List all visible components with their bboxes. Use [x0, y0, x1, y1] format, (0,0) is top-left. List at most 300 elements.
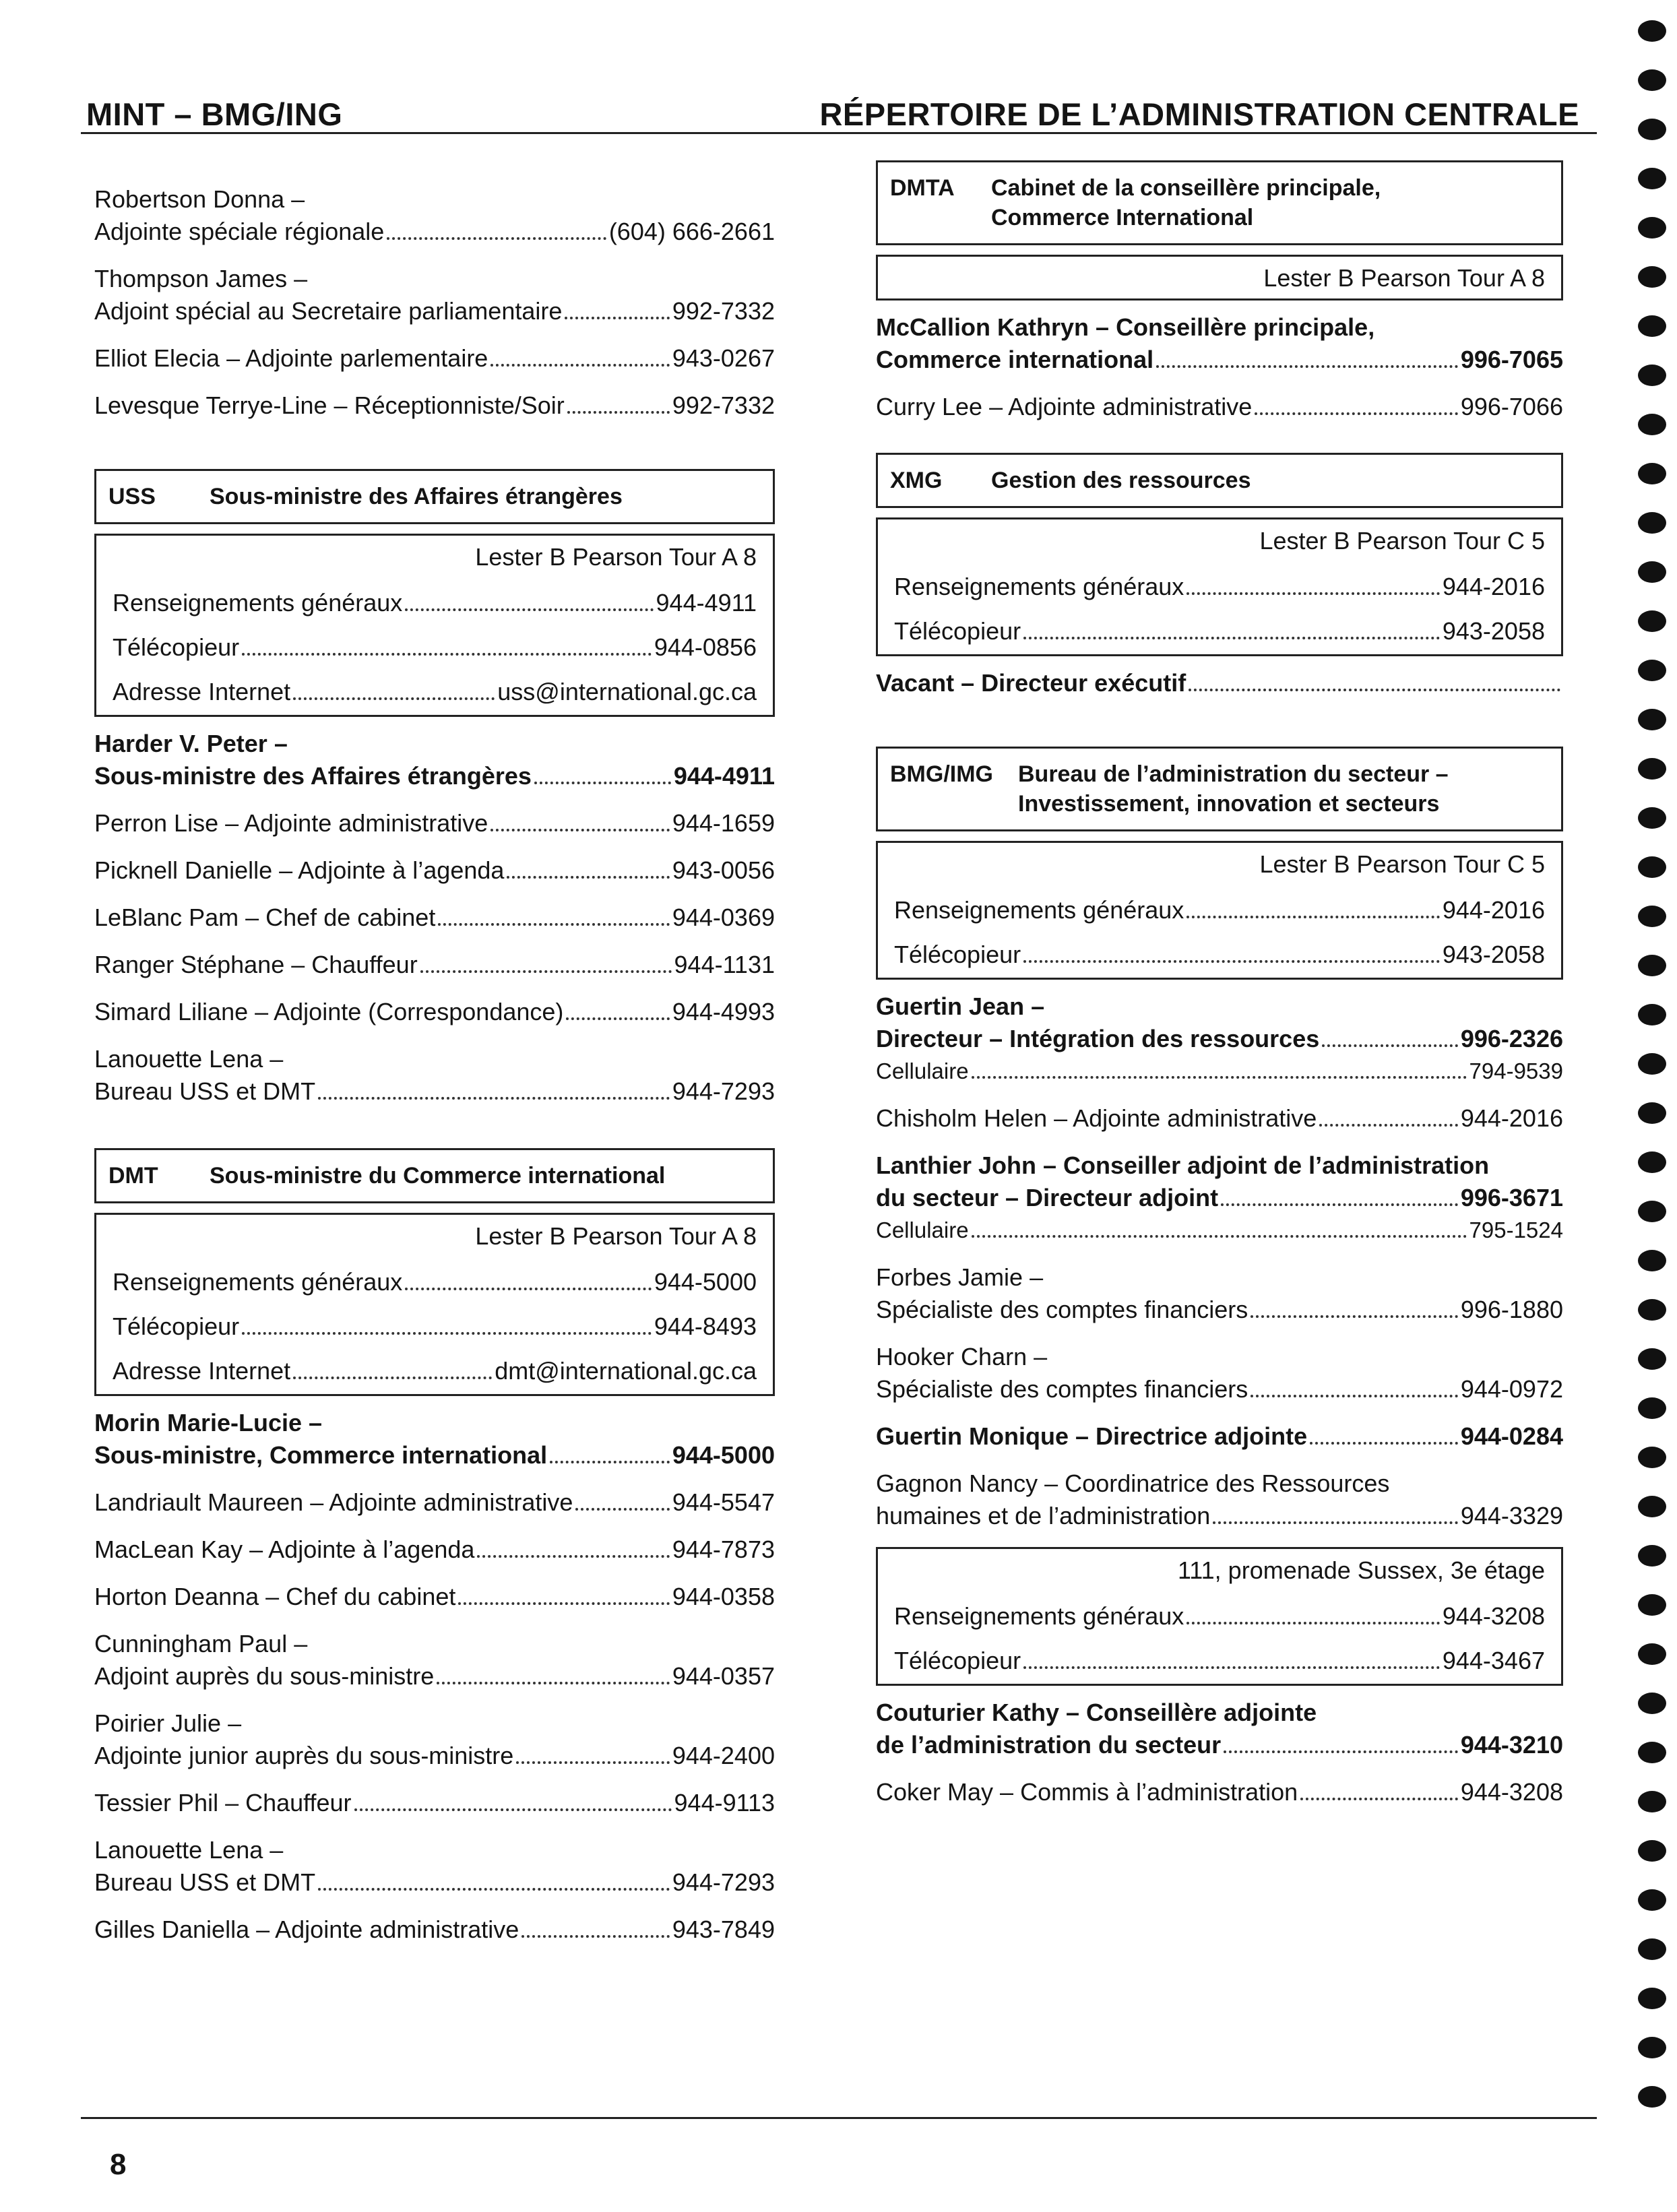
entry-phone[interactable]: 944-4911 — [673, 762, 775, 790]
binding-hole — [1638, 1102, 1666, 1124]
binding-hole — [1638, 266, 1666, 288]
entry-name: Perron Lise – Adjointe administrative — [94, 809, 488, 837]
binding-hole — [1638, 69, 1666, 91]
info-line — [894, 894, 1545, 926]
info-row — [894, 1600, 1545, 1633]
binding-hole — [1638, 463, 1666, 484]
binding-hole — [1638, 1938, 1666, 1960]
entry-phone[interactable]: 943-0056 — [672, 856, 775, 884]
cell-label: Cellulaire — [876, 1218, 969, 1242]
entry-name: Levesque Terrye-Line – Réceptionniste/Soir — [94, 391, 565, 419]
entry-line — [876, 344, 1563, 376]
entry-phone[interactable]: 944-7293 — [672, 1868, 775, 1896]
entry-name: Guertin Monique – Directrice adjointe — [876, 1422, 1308, 1450]
dot-leader — [1224, 1750, 1458, 1753]
info-line — [894, 939, 1545, 971]
info-label: Télécopieur — [894, 941, 1021, 968]
entry-name: Harder V. Peter – — [94, 730, 288, 757]
dot-leader — [1221, 1203, 1458, 1206]
entry-name: Forbes Jamie – — [876, 1263, 1044, 1291]
entry-name: Elliot Elecia – Adjointe parlementaire — [94, 344, 488, 372]
entry-name: Morin Marie-Lucie – — [94, 1409, 323, 1436]
entry-phone[interactable]: 944-2016 — [1460, 1104, 1563, 1132]
info-label: Renseignements généraux — [894, 573, 1184, 600]
entry-line — [876, 1102, 1563, 1135]
directory-entry — [94, 1534, 775, 1566]
binding-hole — [1638, 1791, 1666, 1812]
section-title-line: Bureau de l’administration du secteur – — [1018, 761, 1449, 787]
section-bmg-header — [876, 747, 1563, 831]
entry-line — [94, 902, 775, 934]
info-line — [113, 1355, 757, 1387]
directory-entry — [94, 1707, 775, 1772]
info-label: Renseignements généraux — [113, 1268, 403, 1296]
info-label: Renseignements généraux — [894, 1602, 1184, 1630]
location-line: Lester B Pearson Tour A 8 — [1263, 264, 1545, 292]
entry-line — [94, 1075, 775, 1108]
entry-phone[interactable]: 944-2400 — [672, 1742, 775, 1769]
binding-hole — [1638, 1988, 1666, 2009]
entry-line — [876, 1776, 1563, 1808]
entry-name: Robertson Donna – — [94, 185, 305, 213]
entry-name: Lanthier John – Conseiller adjoint de l’administration — [876, 1151, 1490, 1179]
dot-leader — [318, 1888, 670, 1891]
info-line — [894, 1645, 1545, 1677]
location-line: 111, promenade Sussex, 3e étage — [1177, 1556, 1545, 1584]
entry-phone[interactable]: 944-3329 — [1460, 1502, 1563, 1529]
entry-phone[interactable]: 992-7332 — [672, 391, 775, 419]
entry-title: Sous-ministre des Affaires étrangères — [94, 762, 532, 790]
binding-hole — [1638, 1447, 1666, 1468]
entry-line — [94, 342, 775, 375]
dot-leader — [242, 653, 652, 656]
directory-entry — [876, 1467, 1563, 1532]
directory-entry — [94, 342, 775, 375]
dot-leader — [458, 1602, 669, 1605]
directory-entry — [876, 1420, 1563, 1453]
header-right-title: RÉPERTOIRE DE L’ADMINISTRATION CENTRALE — [819, 96, 1579, 132]
entry-line — [876, 1261, 1563, 1294]
directory-entry — [876, 667, 1563, 699]
entry-name: Thompson James – — [94, 265, 308, 292]
entry-name: Gilles Daniella – Adjointe administrative — [94, 1916, 519, 1943]
info-value[interactable]: 943-2058 — [1442, 617, 1545, 645]
binding-hole — [1638, 1250, 1666, 1271]
info-label: Adresse Internet — [113, 678, 291, 705]
info-value[interactable]: uss@international.gc.ca — [497, 678, 757, 705]
directory-entry — [94, 263, 775, 327]
directory-entry — [94, 1787, 775, 1819]
header-left-title: MINT – BMG/ING — [86, 96, 343, 132]
dot-leader — [1186, 592, 1440, 595]
entry-line — [94, 996, 775, 1028]
entry-phone[interactable]: 944-3208 — [1460, 1778, 1563, 1806]
entry-name: Horton Deanna – Chef du cabinet — [94, 1583, 456, 1610]
binding-hole — [1638, 1594, 1666, 1616]
info-label: Télécopieur — [113, 1313, 240, 1340]
binding-hole — [1638, 1545, 1666, 1567]
entry-line — [94, 728, 775, 760]
binding-hole — [1638, 1004, 1666, 1025]
entry-phone[interactable]: 944-1659 — [672, 809, 775, 837]
entry-line — [94, 760, 775, 792]
cell-phone[interactable]: 795-1524 — [1469, 1218, 1563, 1242]
binding-hole — [1638, 119, 1666, 140]
section-title: Gestion des ressources — [991, 468, 1251, 493]
info-value[interactable]: 944-3208 — [1442, 1602, 1545, 1630]
binding-hole — [1638, 1053, 1666, 1075]
binding-hole — [1638, 365, 1666, 386]
section-title — [991, 173, 1549, 232]
section-code: DMTA — [890, 175, 955, 201]
info-value[interactable]: 944-8493 — [654, 1313, 757, 1340]
entry-line — [876, 1420, 1563, 1453]
entry-line — [876, 1500, 1563, 1532]
binding-hole — [1638, 2037, 1666, 2058]
binding-hole — [1638, 1643, 1666, 1665]
section-code: DMT — [108, 1163, 158, 1189]
binding-hole — [1638, 856, 1666, 878]
directory-entry — [94, 183, 775, 248]
info-value[interactable]: 944-0856 — [654, 633, 757, 661]
footer-rule — [81, 2117, 1597, 2119]
entry-phone[interactable]: 996-1880 — [1460, 1296, 1563, 1323]
dot-leader — [534, 782, 671, 784]
info-value[interactable]: 944-5000 — [654, 1268, 757, 1296]
section-title-line: Commerce International — [991, 205, 1254, 230]
directory-entry — [94, 1834, 775, 1899]
entry-phone[interactable]: 944-0357 — [672, 1662, 775, 1690]
directory-entry — [876, 1341, 1563, 1405]
binding-hole — [1638, 168, 1666, 189]
info-value[interactable]: dmt@international.gc.ca — [495, 1357, 757, 1385]
dot-leader — [1213, 1521, 1458, 1524]
dot-leader — [293, 1377, 492, 1379]
entry-phone[interactable]: 944-9113 — [674, 1789, 775, 1816]
directory-entry — [876, 311, 1563, 376]
info-row — [113, 587, 757, 619]
entry-line — [94, 949, 775, 981]
section-title: Sous-ministre des Affaires étrangères — [210, 484, 623, 509]
entry-phone[interactable]: 996-7065 — [1460, 346, 1563, 373]
entry-line — [876, 1182, 1563, 1214]
info-value[interactable]: 944-3467 — [1442, 1647, 1545, 1674]
dot-leader — [420, 970, 672, 973]
info-row — [894, 571, 1545, 603]
entry-line — [876, 1467, 1563, 1500]
dot-leader — [1186, 1622, 1440, 1624]
info-row — [113, 631, 757, 664]
entry-title: Adjoint auprès du sous-ministre — [94, 1662, 435, 1690]
entry-phone[interactable]: 944-5547 — [672, 1488, 775, 1516]
info-value[interactable]: 944-4911 — [656, 589, 757, 617]
binding-hole — [1638, 1151, 1666, 1173]
entry-line — [876, 1023, 1563, 1055]
dot-leader — [1023, 960, 1440, 963]
directory-entry — [94, 1043, 775, 1108]
entry-line — [94, 807, 775, 840]
entry-name: Couturier Kathy – Conseillère adjointe — [876, 1699, 1317, 1726]
page-number: 8 — [110, 2148, 127, 2181]
dot-leader — [575, 1508, 669, 1511]
directory-entry — [876, 1102, 1563, 1135]
entry-line — [94, 1914, 775, 1946]
entry-phone[interactable]: 944-7873 — [672, 1536, 775, 1563]
dot-leader — [565, 317, 669, 319]
entry-phone[interactable]: 944-1131 — [674, 951, 775, 978]
entry-line — [876, 1697, 1563, 1729]
entry-phone[interactable]: (604) 666-2661 — [608, 218, 775, 245]
entry-phone[interactable]: 996-3671 — [1460, 1184, 1563, 1211]
section-dmt-header — [94, 1148, 775, 1203]
cell-phone[interactable]: 794-9539 — [1469, 1058, 1563, 1083]
dot-leader — [491, 364, 670, 367]
entry-title: Sous-ministre, Commerce international — [94, 1441, 548, 1469]
entry-phone[interactable]: 996-7066 — [1460, 393, 1563, 420]
info-label: Télécopieur — [113, 633, 240, 661]
entry-title: Directeur – Intégration des ressources — [876, 1025, 1320, 1052]
entry-name: Gagnon Nancy – Coordinatrice des Ressources — [876, 1470, 1390, 1497]
dot-leader — [521, 1935, 670, 1938]
entry-line — [94, 1628, 775, 1660]
dot-leader — [293, 697, 495, 700]
info-label: Adresse Internet — [113, 1357, 291, 1385]
entry-line — [94, 1043, 775, 1075]
dot-leader — [354, 1808, 672, 1811]
info-value[interactable]: 944-2016 — [1442, 896, 1545, 924]
dot-leader — [1251, 1315, 1458, 1318]
dot-leader — [1300, 1798, 1458, 1800]
dot-leader — [318, 1097, 670, 1100]
entry-title: Bureau USS et DMT — [94, 1077, 316, 1105]
entry-phone[interactable]: 944-3210 — [1460, 1731, 1563, 1759]
dot-leader — [437, 1682, 670, 1684]
dot-leader — [1251, 1395, 1458, 1397]
binding-hole — [1638, 561, 1666, 583]
binding-hole — [1638, 709, 1666, 730]
entry-line — [94, 183, 775, 216]
sussex-info-box — [876, 1547, 1563, 1686]
info-row — [113, 1355, 757, 1387]
entry-line — [876, 1149, 1563, 1182]
entry-title: Bureau USS et DMT — [94, 1868, 316, 1896]
entry-title: Spécialiste des comptes financiers — [876, 1375, 1248, 1403]
entry-name: Tessier Phil – Chauffeur — [94, 1789, 352, 1816]
section-uss-header — [94, 469, 775, 524]
dot-leader — [1189, 689, 1560, 691]
entry-line — [94, 389, 775, 422]
cell-label: Cellulaire — [876, 1058, 969, 1083]
entry-line — [94, 1834, 775, 1866]
dot-leader — [1322, 1044, 1458, 1047]
directory-entry — [94, 807, 775, 840]
binding-hole — [1638, 1840, 1666, 1862]
entry-name: Landriault Maureen – Adjointe administrative — [94, 1488, 573, 1516]
binding-hole — [1638, 1693, 1666, 1714]
entry-name: Poirier Julie – — [94, 1709, 242, 1737]
info-row — [894, 615, 1545, 647]
entry-line — [94, 1407, 775, 1439]
entry-phone[interactable]: 944-4993 — [672, 998, 775, 1025]
section-dmta-header — [876, 160, 1563, 245]
dot-leader — [972, 1235, 1467, 1238]
info-line — [113, 1266, 757, 1298]
section-xmg-header — [876, 453, 1563, 508]
entry-phone[interactable]: 944-0972 — [1460, 1375, 1563, 1403]
entry-title: Adjoint spécial au Secretaire parliamentaire — [94, 297, 563, 325]
entry-name: Lanouette Lena – — [94, 1045, 284, 1073]
entry-name: McCallion Kathryn – Conseillère principale, — [876, 313, 1375, 341]
directory-entry — [94, 1407, 775, 1472]
directory-entry — [94, 1628, 775, 1693]
section-title-line: Investissement, innovation et secteurs — [1018, 791, 1440, 817]
entry-name: Chisholm Helen – Adjointe administrative — [876, 1104, 1317, 1132]
entry-line — [94, 1660, 775, 1693]
entry-title: Spécialiste des comptes financiers — [876, 1296, 1248, 1323]
header-rule — [81, 132, 1597, 134]
binding-hole — [1638, 315, 1666, 337]
binding-hole — [1638, 660, 1666, 681]
section-title: Sous-ministre du Commerce international — [210, 1163, 666, 1189]
dmta-location-box — [876, 255, 1563, 301]
entry-name: LeBlanc Pam – Chef de cabinet — [94, 904, 436, 931]
entry-name: Cunningham Paul – — [94, 1630, 308, 1657]
info-row — [894, 939, 1545, 971]
section-code: USS — [108, 484, 156, 509]
info-value[interactable]: 944-2016 — [1442, 573, 1545, 600]
entry-phone[interactable]: 944-0358 — [672, 1583, 775, 1610]
binding-hole — [1638, 1201, 1666, 1222]
entry-name: Lanouette Lena – — [94, 1836, 284, 1864]
dot-leader — [550, 1461, 670, 1463]
directory-entry — [876, 990, 1563, 1087]
entry-phone[interactable]: 944-0369 — [672, 904, 775, 931]
entry-name: MacLean Kay – Adjointe à l’agenda — [94, 1536, 475, 1563]
binding-hole — [1638, 1742, 1666, 1763]
directory-entry — [876, 1697, 1563, 1761]
entry-line — [876, 1341, 1563, 1373]
location-line: Lester B Pearson Tour A 8 — [475, 543, 757, 571]
binding-hole — [1638, 1299, 1666, 1321]
entry-line — [876, 391, 1563, 423]
entry-phone[interactable]: 996-2326 — [1460, 1025, 1563, 1052]
uss-info-box — [94, 534, 775, 717]
section-title — [1018, 759, 1549, 819]
info-line — [113, 676, 757, 708]
entry-phone[interactable]: 944-5000 — [672, 1441, 775, 1469]
binding-hole — [1638, 1889, 1666, 1911]
entry-line — [94, 1486, 775, 1519]
entry-name: Simard Liliane – Adjointe (Correspondance) — [94, 998, 564, 1025]
entry-cell-line — [876, 1055, 1563, 1087]
directory-entry — [94, 996, 775, 1028]
info-line — [894, 1600, 1545, 1633]
entry-line — [876, 1373, 1563, 1405]
directory-entry — [94, 949, 775, 981]
dot-leader — [242, 1332, 652, 1335]
location-line: Lester B Pearson Tour C 5 — [1259, 527, 1545, 555]
entry-line — [94, 1740, 775, 1772]
dot-leader — [1319, 1124, 1458, 1127]
entry-phone[interactable]: 944-0284 — [1460, 1422, 1563, 1450]
dot-leader — [405, 1288, 652, 1290]
directory-entry — [94, 854, 775, 887]
info-line — [113, 631, 757, 664]
dot-leader — [491, 829, 670, 831]
directory-entry — [94, 1486, 775, 1519]
dot-leader — [1310, 1442, 1458, 1445]
info-line — [113, 1310, 757, 1343]
entry-line — [876, 311, 1563, 344]
binding-hole — [1638, 1397, 1666, 1419]
entry-phone[interactable]: 944-7293 — [672, 1077, 775, 1105]
entry-line — [94, 1787, 775, 1819]
left-column — [94, 183, 775, 1961]
dot-leader — [405, 608, 653, 611]
directory-entry — [876, 1149, 1563, 1246]
dot-leader — [1186, 916, 1440, 918]
entry-name: Curry Lee – Adjointe administrative — [876, 393, 1253, 420]
directory-entry — [94, 1914, 775, 1946]
directory-entry — [94, 1581, 775, 1613]
bmg-info-box — [876, 841, 1563, 980]
info-label: Télécopieur — [894, 1647, 1021, 1674]
entry-name: Vacant – Directeur exécutif — [876, 669, 1186, 697]
dot-leader — [1023, 1666, 1440, 1669]
info-line — [894, 571, 1545, 603]
entry-line — [94, 1439, 775, 1472]
dot-leader — [387, 237, 606, 240]
dot-leader — [516, 1761, 670, 1764]
entry-line — [94, 1707, 775, 1740]
entry-line — [94, 854, 775, 887]
directory-entry — [94, 728, 775, 792]
location-line: Lester B Pearson Tour A 8 — [475, 1222, 757, 1250]
info-label: Renseignements généraux — [894, 896, 1184, 924]
binding-hole — [1638, 758, 1666, 780]
entry-name: Ranger Stéphane – Chauffeur — [94, 951, 418, 978]
entry-line — [94, 263, 775, 295]
entry-phone[interactable]: 992-7332 — [672, 297, 775, 325]
binding-hole — [1638, 1348, 1666, 1370]
entry-line — [876, 1729, 1563, 1761]
info-row — [113, 676, 757, 708]
entry-phone[interactable]: 943-0267 — [672, 344, 775, 372]
binding-hole — [1638, 512, 1666, 534]
directory-entry — [876, 1776, 1563, 1808]
directory-entry — [94, 389, 775, 422]
info-line — [894, 615, 1545, 647]
binding-hole — [1638, 414, 1666, 435]
entry-cell-line — [876, 1214, 1563, 1246]
binding-hole — [1638, 906, 1666, 927]
section-title-line: Cabinet de la conseillère principale, — [991, 175, 1381, 201]
xmg-info-box — [876, 517, 1563, 656]
entry-phone[interactable]: 943-7849 — [672, 1916, 775, 1943]
dot-leader — [438, 923, 670, 926]
dot-leader — [507, 876, 669, 879]
binding-hole — [1638, 610, 1666, 632]
directory-entry — [876, 391, 1563, 423]
entry-line — [94, 1534, 775, 1566]
info-value[interactable]: 943-2058 — [1442, 941, 1545, 968]
binding-hole — [1638, 955, 1666, 976]
dot-leader — [972, 1076, 1467, 1079]
binding-hole — [1638, 807, 1666, 829]
entry-line — [876, 990, 1563, 1023]
entry-line — [94, 1866, 775, 1899]
info-label: Renseignements généraux — [113, 589, 403, 617]
